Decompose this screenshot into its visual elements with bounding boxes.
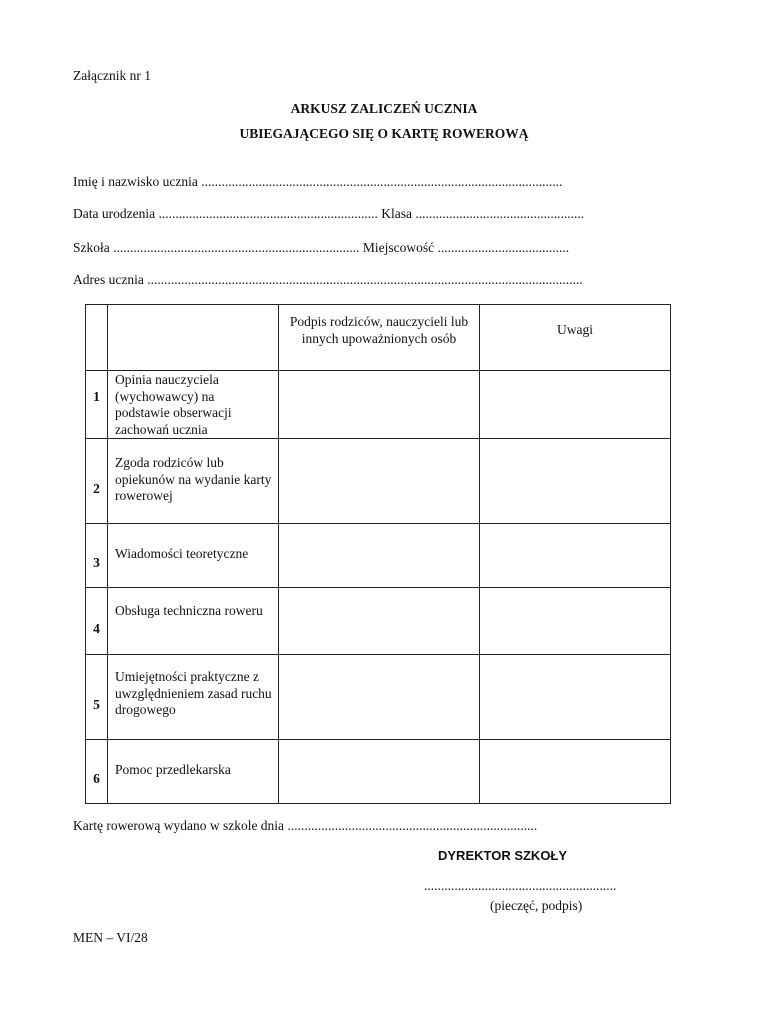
birthdate-label: Data urodzenia <box>73 206 156 221</box>
table-header-row <box>86 305 671 371</box>
table-row <box>86 588 671 655</box>
class-label: Klasa <box>381 206 412 221</box>
document-title-line1: ARKUSZ ZALICZEŃ UCZNIA <box>290 101 478 116</box>
attachment-label: Załącznik nr 1 <box>73 68 151 83</box>
row-description: Wiadomości teoretyczne <box>108 524 279 588</box>
row-number: 6 <box>86 740 108 804</box>
row-number: 4 <box>86 588 108 655</box>
issued-label: Kartę rowerową wydano w szkole dnia <box>73 818 285 833</box>
notes-cell[interactable] <box>480 371 671 439</box>
header-signature: Podpis rodziców, nauczycieli lub innych upoważnionych osób <box>279 305 480 371</box>
header-empty-desc <box>108 305 279 371</box>
table-row <box>86 655 671 740</box>
signature-cell[interactable] <box>279 439 480 524</box>
signature-cell[interactable] <box>279 524 480 588</box>
signature-cell[interactable] <box>279 588 480 655</box>
notes-cell[interactable] <box>480 655 671 740</box>
table-row <box>86 371 671 439</box>
school-town-row <box>73 240 569 256</box>
row-description: Umiejętności praktyczne z uwzględnieniem zasad ruchu drogowego <box>108 655 279 740</box>
header-empty-num <box>86 305 108 371</box>
student-name-blank[interactable]: ........................................................................................................... <box>201 174 563 189</box>
signature-caption: (pieczęć, podpis) <box>490 898 583 913</box>
table-row <box>86 524 671 588</box>
signature-cell[interactable] <box>279 371 480 439</box>
table-row <box>86 439 671 524</box>
row-number: 1 <box>86 371 108 439</box>
class-blank[interactable]: .................................................. <box>415 206 585 221</box>
school-label: Szkoła <box>73 240 110 255</box>
student-name-field[interactable] <box>73 174 562 190</box>
student-name-label: Imię i nazwisko ucznia <box>73 174 198 189</box>
form-code: MEN – VI/28 <box>73 930 148 945</box>
row-description: Opinia nauczyciela (wychowawcy) na podstawie obserwacji zachowań ucznia <box>108 371 279 439</box>
address-field[interactable] <box>73 272 583 288</box>
birthdate-class-row <box>73 206 584 222</box>
school-blank[interactable]: ......................................................................... <box>113 240 360 255</box>
document-title-line2: UBIEGAJĄCEGO SIĘ O KARTĘ ROWEROWĄ <box>239 126 529 141</box>
header-notes: Uwagi <box>480 305 671 371</box>
signature-cell[interactable] <box>279 740 480 804</box>
address-blank[interactable]: ................................................................................................................................. <box>147 272 583 287</box>
row-description: Pomoc przedlekarska <box>108 740 279 804</box>
row-number: 3 <box>86 524 108 588</box>
signature-cell[interactable] <box>279 655 480 740</box>
row-description: Zgoda rodziców lub opiekunów na wydanie karty rowerowej <box>108 439 279 524</box>
town-label: Miejscowość <box>362 240 435 255</box>
notes-cell[interactable] <box>480 740 671 804</box>
address-label: Adres ucznia <box>73 272 144 287</box>
row-number: 5 <box>86 655 108 740</box>
row-description: Obsługa techniczna roweru <box>108 588 279 655</box>
birthdate-blank[interactable]: ................................................................. <box>158 206 378 221</box>
row-number: 2 <box>86 439 108 524</box>
town-blank[interactable]: ....................................... <box>437 240 570 255</box>
signature-blank[interactable]: ......................................................... <box>424 878 617 893</box>
requirements-table <box>85 304 671 804</box>
notes-cell[interactable] <box>480 439 671 524</box>
issued-blank[interactable]: .......................................................................... <box>287 818 538 833</box>
table-row <box>86 740 671 804</box>
notes-cell[interactable] <box>480 524 671 588</box>
issued-date-field[interactable] <box>73 818 537 834</box>
notes-cell[interactable] <box>480 588 671 655</box>
director-heading: DYREKTOR SZKOŁY <box>438 848 568 863</box>
